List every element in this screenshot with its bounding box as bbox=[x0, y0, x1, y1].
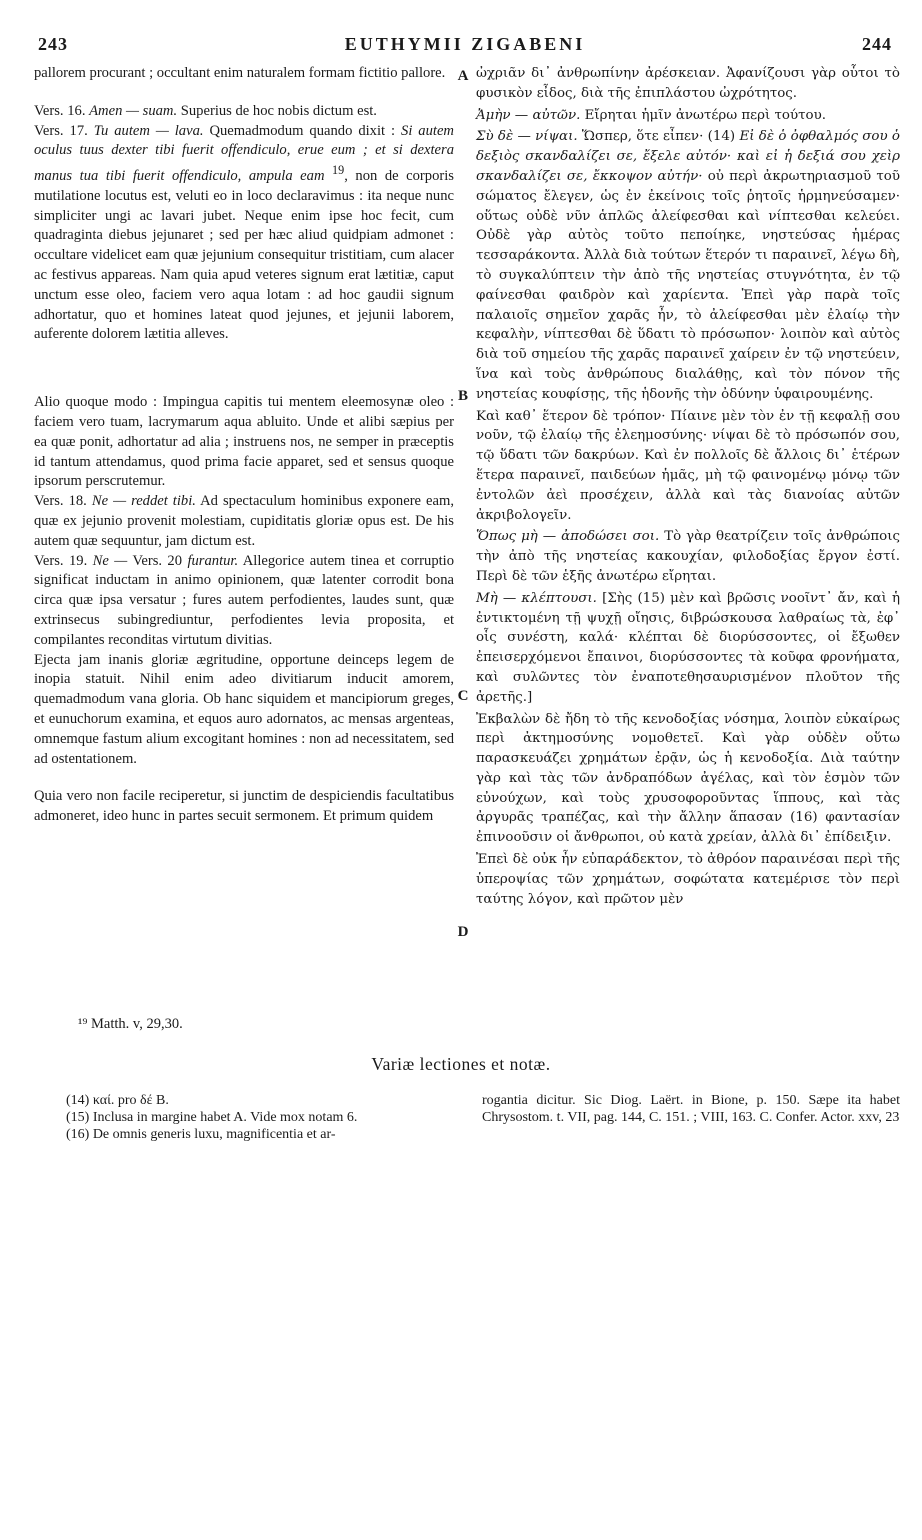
lemma: Tu autem — lava. bbox=[93, 122, 204, 139]
lemma: Μὴ — κλέπτουσι. bbox=[476, 590, 597, 606]
lemma: Ne — reddet tibi. bbox=[91, 493, 196, 510]
latin-paragraph-8: Quia vero non facile reciperetur, si junctim de despiciendis facultatibus admoneret, ideo hunc in partes secuit sermonem. Et primum quidem bbox=[34, 788, 454, 825]
page-number-left: 243 bbox=[38, 34, 68, 54]
verse-ref: Vers. 17. bbox=[34, 122, 88, 139]
latin-paragraph-3 bbox=[34, 122, 454, 346]
verse-ref: Vers. 16. bbox=[34, 102, 86, 119]
page-number-right: 244 bbox=[862, 34, 892, 54]
lemma: Ἀμὴν — αὐτῶν. bbox=[476, 107, 581, 123]
variae-lectiones-title: Variæ lectiones et notæ. bbox=[371, 1054, 551, 1074]
verse-ref: Vers. 19. bbox=[34, 552, 88, 569]
latin-paragraph-2 bbox=[34, 102, 454, 122]
note-16: (16) De omnis generis luxu, magnificentia et ar- bbox=[66, 1127, 336, 1142]
latin-paragraph-1: pallorem procurant ; occultant enim naturalem formam fictitio pallore. bbox=[34, 65, 446, 81]
greek-text: [Σὴς (15) μὲν καὶ βρῶσις νοοῖντ᾽ ἄν, καὶ ἡ ἐντικτομένη τῇ ψυχῇ οἴησις, διβρώσκουσα λαθραίως τὰ, ἐφ᾽ οἷς συνέστη, καλά· κλέπται δὲ διορύσσοντες, οἱ ἔξωθεν ἐπεισερχόμενοι ἔπαινοι, διορύσσοντες τὰ κοῦφα φρονήματα, καὶ συλῶντες τὸν ἐναποτεθησαυρισμένον πλοῦτον τῆς ἀρετῆς.] bbox=[476, 590, 900, 705]
greek-text: Τὸ γὰρ θεατρίζειν τοῖς ἀνθρώποις τὴν ἀπὸ τῆς νηστείας κακουχίαν, φιλοδοξίας ἔργον ἐστί. Περὶ δὲ τῶν ἑξῆς ἀνωτέρω εἴρηται. bbox=[476, 529, 900, 584]
note-15: (15) Inclusa in margine habet A. Vide mox notam 6. bbox=[66, 1110, 358, 1125]
greek-paragraph-1: ὠχριᾶν δι᾽ ἀνθρωπίνην ἀρέσκειαν. Ἀφανίζουσι γὰρ οὗτοι τὸ φυσικὸν εἶδος, διὰ τῆς ἐπιπλάστου ὠχρότητος. bbox=[476, 66, 900, 101]
notes-left bbox=[66, 1092, 458, 1143]
latin-text: Allegorice autem tinea et corruptio significat inductam in animo opinionem, quæ latenter corrodit bona circa quæ ipsa versatur ; fures autem perfodientes, laudes sunt, quæ extrinsecus subingrediuntur, perfodientes levia proposita, et compilantes reconditas virtutum divitias. bbox=[34, 552, 455, 648]
greek-paragraph-2 bbox=[476, 106, 900, 126]
greek-paragraph-8: Ἐπεὶ δὲ οὐκ ἦν εὐπαράδεκτον, τὸ ἀθρόον παραινέσαι περὶ τῆς ὑπεροψίας τῶν χρημάτων, σοφώτατα κατεμέρισε τὸν περὶ ταύτης λόγον, καὶ πρῶτον μὲν bbox=[476, 852, 900, 907]
latin-text: , non de corporis mutilatione locutus est, veluti eo in loco declaravimus : ita neque nunc simpliciter ungi ac lavari jubet. Neque enim ipse hoc fecit, cum quadraginta diebus jejunaret ; sed per hæc aliud quidpiam admonet : occultare videlicet eam quæ jejunium consequitur tristitiam, cum alacer ac festivus appareas. Nam quia apud veteres signum erat lætitiæ, caput unctum esse oleo, faciem vero aqua lotam : ad hoc gaudii signum adhortatur, quo et homines lateat quod jejunes, et jejunii laborem, auferente dolorem lætitia alleves. bbox=[34, 168, 454, 343]
footnote: ¹⁹ Matth. v, 29,30. bbox=[78, 1016, 183, 1032]
latin-paragraph-6 bbox=[34, 552, 454, 651]
greek-paragraph-3 bbox=[476, 127, 900, 404]
running-header bbox=[30, 34, 900, 64]
lemma: Ne — bbox=[92, 552, 128, 569]
verse-ref: Vers. 18. bbox=[34, 493, 87, 510]
note-16-continued: rogantia dicitur. Sic Diog. Laërt. in Bione, p. 150. Sæpe ita habet Chrysostom. t. VII, pag. 144, C. 151. ; VIII, 163. C. Confer. Actor. xxv, 23 bbox=[482, 1093, 900, 1125]
verse-ref: Vers. 20 bbox=[132, 552, 183, 569]
greek-text: οὐ περὶ ἀκρωτηριασμοῦ τοῦ σώματος ἔλεγεν, ὡς ἐν ἐκείνοις τοῖς ῥητοῖς ἡρμηνεύσαμεν· οὕτως οὐδὲ νῦν ἁπλῶς ἀλείφεσθαι καὶ νίπτεσθαι κελεύει. Οὐδὲ γὰρ αὐτὸς τοῦτο πεποίηκε, νηστεύσας ἡμέρας τεσσαράκοντα. Ἀλλὰ διὰ τούτων ἕτερόν τι παραινεῖ, λέγω δὴ, τὸ συγκαλύπτειν τὴν ἀπὸ τῆς νηστείας στυγνότητα, ἐν τῷ φαίνεσθαι φαιδρὸν καὶ χαρίεντα. Ἐπεὶ γὰρ παρὰ τοῖς παλαιοῖς σημεῖον χαρᾶς ἦν, τὸ ἀλείφεσθαι μὲν ἐλαίῳ τὴν κεφαλὴν, νίπτεσθαι δὲ ὕδατι τὸ πρόσωπον· λοιπὸν καὶ αὐτὸς διὰ τοῦ σημείου τῆς χαρᾶς παραινεῖ χαίρειν ἐν τῷ νηστεύειν, ἵνα καὶ τοὺς ἀνθρώπους διαλάθῃς, καὶ τὸν πόνον τῆς νηστείας κουφίσῃς, τῆς ἡδονῆς τὴν ὀδύνην ὑφαιρουμένης. bbox=[476, 168, 900, 402]
latin-text: Ad spectaculum hominibus exponere eam, quæ ex jejunio provenit molestiam, cupiditatis gloriæ opus est. De his autem quæ sequuntur, jam dictum est. bbox=[34, 493, 454, 549]
section-marker-c: C bbox=[457, 688, 469, 704]
note-14: (14) καί. pro δέ B. bbox=[66, 1093, 169, 1108]
section-marker-a: A bbox=[457, 68, 469, 84]
greek-paragraph-6 bbox=[476, 589, 900, 708]
running-title: EUTHYMII ZIGABENI bbox=[344, 34, 586, 54]
latin-column bbox=[34, 64, 454, 827]
latin-paragraph-4: Alio quoque modo : Impingua capitis tui mentem eleemosynæ oleo : faciem vero tuam, lacrymarum aqua abluito. Unde et alibi sæpius per ea quæ ponit, adhortatur ad alia ; instruens nos, ne semper in præceptis id tantum attendamus, quod prima facie apparet, sed et sensus quoque ipsorum perscrutemur. bbox=[34, 394, 454, 490]
latin-paragraph-5 bbox=[34, 492, 454, 551]
greek-text: Εἴρηται ἡμῖν ἀνωτέρω περὶ τούτου. bbox=[584, 107, 826, 123]
greek-text: Ὥσπερ, ὅτε εἶπεν· (14) bbox=[581, 129, 736, 145]
notes-right bbox=[482, 1092, 900, 1126]
greek-paragraph-7: Ἐκβαλὼν δὲ ἤδη τὸ τῆς κενοδοξίας νόσημα, λοιπὸν εὐκαίρως περὶ ἀκτημοσύνης νομοθετεῖ. Καὶ γὰρ οὐδὲν οὕτω παρασκευάζει χρημάτων ἐρᾷν, ὡς ἡ κενοδοξία. Διὰ ταύτην γὰρ καὶ τὰς τῶν ἀνδραπόδων ἀγέλας, καὶ τὸν ἑσμὸν τῶν εὐνούχων, καὶ τοὺς χρυσοφοροῦντας ἵππους, καὶ τὰς ἀργυρᾶς τραπέζας, καὶ τὴν ἄλλην ἅπασαν (16) φαντασίαν ἐπινοοῦσιν οἱ ἄνθρωποι, οὐ κατὰ χρείαν, ἀλλὰ δι᾽ ἐπίδειξιν. bbox=[476, 711, 900, 846]
lemma: Σὺ δὲ — νίψαι. bbox=[476, 129, 578, 145]
latin-text: Quemadmodum quando dixit : bbox=[209, 122, 396, 139]
greek-paragraph-5 bbox=[476, 527, 900, 586]
scripture-quote: Εἰ δὲ ὁ ὀφθαλμός σου ὁ δεξιὸς σκανδαλίζει σε, ἔξελε αὐτόν· καὶ εἰ ἡ δεξιά σου χεὶρ σκανδαλίζει σε, ἔκκοψον αὐτήν· bbox=[476, 129, 900, 184]
lemma: furantur. bbox=[187, 552, 239, 569]
section-marker-b: B bbox=[457, 388, 468, 404]
lemma: Amen — suam. bbox=[89, 102, 178, 119]
greek-column bbox=[476, 64, 900, 909]
greek-paragraph-4: Καὶ καθ᾽ ἕτερον δὲ τρόπον· Πίαινε μὲν τὸν ἐν τῇ κεφαλῇ σου νοῦν, τῷ ἐλαίῳ τῆς ἐλεημοσύνης· νίψαι δὲ τὸ πρόσωπόν σου, τῷ ὕδατι τῶν δακρύων. Καὶ ἐν πολλοῖς δὲ ἄλλοις δι᾽ ἑτέρων ἕτερα παραινεῖ, παιδεύων ἡμᾶς, μὴ τῷ φαινομένῳ μόνῳ τῶν ἐντολῶν ἀεὶ προσέχειν, ἀλλὰ καὶ τὰς διανοίας αὐτῶν ἀκριβολογεῖν. bbox=[476, 408, 900, 523]
section-marker-d: D bbox=[457, 924, 469, 940]
footnote-marker: 19 bbox=[332, 163, 345, 178]
lemma: Ὅπως μὴ — ἀποδώσει σοι. bbox=[476, 529, 660, 545]
scripture-quote: Si autem oculus tuus dexter tibi fuerit offendiculo, erue eum ; et si dextera manus tua tibi fuerit offendiculo, ampula eam bbox=[34, 122, 454, 185]
latin-text: Superius de hoc nobis dictum est. bbox=[180, 102, 377, 119]
latin-paragraph-7: Ejecta jam inanis gloriæ ægritudine, opportune deinceps legem de inopia statuit. Nihil enim adeo divitiarum inducit amorem, quemadmodum vana gloria. Ob hanc siquidem et mancipiorum greges, et eunuchorum examina, et equos auro adornatos, ac mensas argenteas, omnemque fastum alium excogitant homines : non ad necessitatem, sed ad ostentationem. bbox=[34, 651, 454, 767]
